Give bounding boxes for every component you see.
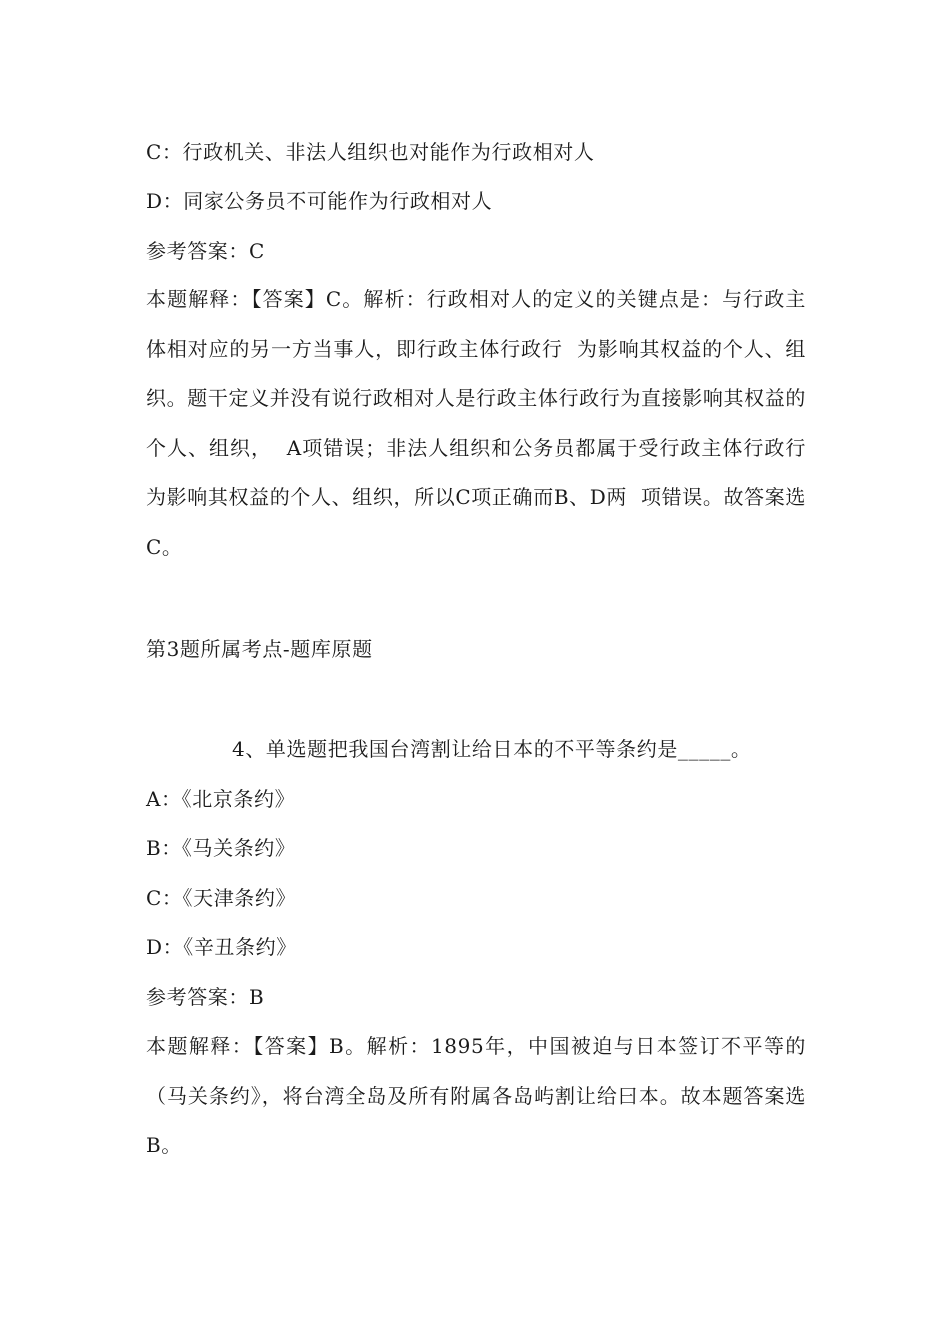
q3-topic-note: 第3题所属考点-题库原题 <box>146 637 373 661</box>
q3-explanation: 本题解释：【答案】C。解析：行政相对人的定义的关键点是：与行政主体相对应的另一方当事人，即行政主体行政行 为影响其权益的个人、组织。题干定义并没有说行政相对人是行政主体行政行为直接影响其权益的个人、组织， A项错误；非法人组织和公务员都属于受行政主体行政行为影响其权益的个人、组织，所以C项正确而B、D两 项错误。故答案选C。 <box>146 287 806 559</box>
q4-question: 4、单选题把我国台湾割让给日本的不平等条约是_____。 <box>232 737 752 761</box>
q3-option-c: C：行政机关、非法人组织也对能作为行政相对人 <box>146 140 595 164</box>
q4-option-d: D：《辛丑条约》 <box>146 935 297 959</box>
q3-answer: 参考答案：C <box>146 239 265 263</box>
q4-explanation: 本题解释：【答案】B。解析：1895年，中国被迫与日本签订不平等的（马关条约》，将台湾全岛及所有附属各岛屿割让给曰本。故本题答案选B。 <box>146 1034 806 1157</box>
q4-option-a: A：《北京条约》 <box>146 787 296 811</box>
q3-option-d: D：同家公务员不可能作为行政相对人 <box>146 189 493 213</box>
q4-answer: 参考答案：B <box>146 985 265 1009</box>
q4-option-c: C：《天津条约》 <box>146 886 297 910</box>
q4-option-b: B：《马关条约》 <box>146 836 296 860</box>
